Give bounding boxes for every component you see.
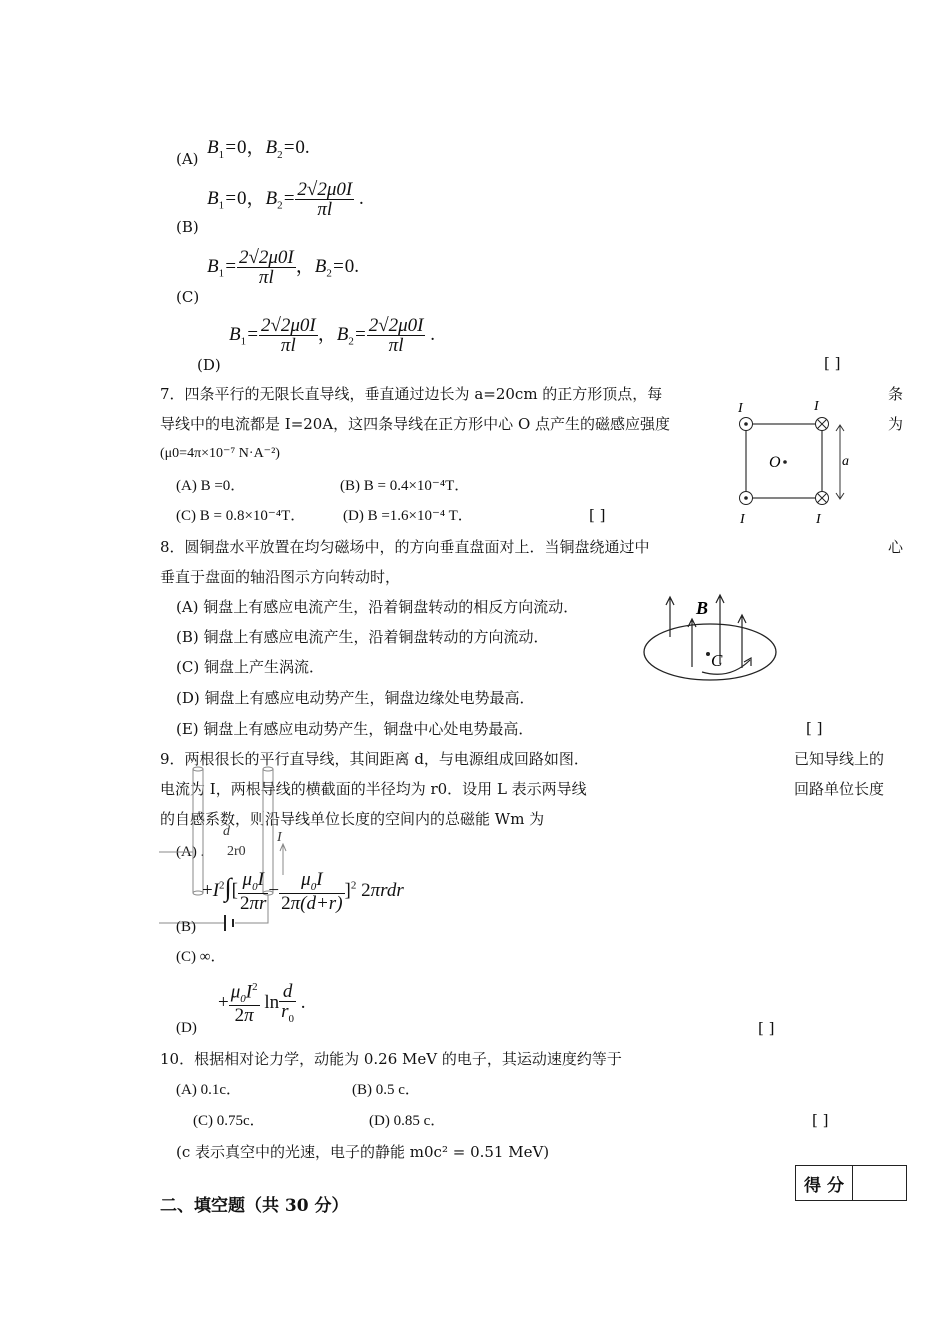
q6-option-d-formula: $B_1=$ $\frac{2√2\mu 0I}{\pi l}$ ，$B_2=$ $\frac{2√2\mu 0I}{\pi l}$ . [229,315,435,356]
q6-answer-bracket: [ ] [824,354,841,372]
q6-option-d-label: (D) [197,356,221,374]
q9-line3: 的自感系数，则沿导线单位长度的空间内的总磁能 Wm 为 [160,810,545,828]
q7-constant: (μ0=4π×10⁻⁷ N·A⁻²) [160,446,280,461]
q7-line1-end: 条 [888,385,904,403]
q10-line1: 10．根据相对论力学，动能为 0.26 MeV 的电子，其运动速度约等于 [160,1050,622,1068]
wire-label: I [816,512,821,527]
q9-option-d-label: (D) [176,1020,197,1036]
copper-disk [644,624,776,680]
q10-note: (c 表示真空中的光速，电子的静能 m0c² = 0.51 MeV) [176,1143,550,1161]
q6-option-c-formula: $B_1=$ $\frac{2√2\mu 0I}{\pi l}$ ，$B_2=0$. [207,247,359,288]
q9-option-a: (A) . [176,844,205,860]
field-label: B [696,598,709,618]
q8-option-e: (E) 铜盘上有感应电动势产生，铜盘中心处电势最高． [176,720,534,738]
q6-option-a-label: (A) [176,150,199,168]
center-label: O [769,454,781,471]
q10-answer-bracket: [ ] [812,1111,829,1129]
q7-line2-end: 为 [888,415,904,433]
battery-icon [225,915,233,931]
distance-label: d [223,824,230,839]
q8-option-c: (C) 铜盘上产生涡流． [176,658,324,676]
section-title: 二、填空题（共 30 分） [160,1196,349,1216]
q9-line2-end: 回路单位长度 [794,780,885,798]
current-out-icon-bottom-left [740,492,753,505]
disk-center-dot [706,652,710,656]
q9-option-c: (C) ∞． [176,949,226,965]
score-box [795,1165,907,1201]
rotation-arrow [702,660,750,674]
wire-label: I [738,401,743,416]
q9-line2: 电流为 I，两根导线的横截面的半径均为 r0．设用 L 表示两导线 [160,780,587,798]
q10-option-c: (C) 0.75c． [193,1113,265,1129]
q7-square-figure [728,392,868,532]
q8-option-b: (B) 铜盘上有感应电流产生，沿着铜盘转动的方向流动． [176,628,549,646]
q9-line1-end: 已知导线上的 [794,750,885,768]
q7-line2: 导线中的电流都是 I=20A，这四条导线在正方形中心 O 点产生的磁感应强度 [160,415,671,433]
score-label: 得 分 [796,1166,853,1200]
q8-option-d: (D) 铜盘上有感应电动势产生，铜盘边缘处电势最高． [176,689,535,707]
center-label: C [711,651,723,670]
q8-answer-bracket: [ ] [806,719,823,737]
q6-option-a-formula: $B_1=0$，$B_2=0$. [207,137,310,161]
q10-option-d: (D) 0.85 c． [369,1113,446,1129]
q7-option-d: (D) B =1.6×10⁻⁴ T． [343,508,473,524]
q8-line1: 8．圆铜盘水平放置在均匀磁场中，的方向垂直盘面对上．当铜盘绕通过中 [160,538,650,556]
q9-option-b-label: (B) [176,919,196,935]
q9-answer-bracket: [ ] [758,1019,775,1037]
current-in-icon-bottom-right [816,492,829,505]
q7-answer-bracket: [ ] [589,506,606,524]
q9-line1: 9．两根很长的平行直导线，其间距离 d，与电源组成回路如图． [160,750,589,768]
q7-option-b: (B) B = 0.4×10⁻⁴T． [340,478,470,494]
q10-option-a: (A) 0.1c． [176,1082,241,1098]
q8-disk-figure [640,592,785,687]
q6-option-c-label: (C) [176,288,200,306]
center-point [783,460,787,464]
wire-label: I [814,399,819,414]
q6-option-b-formula: $B_1=0$，$B_2=$ $\frac{2√2\mu 0I}{\pi l}$ . [207,179,364,220]
current-label: I [277,830,282,845]
q6-option-b-label: (B) [176,218,199,236]
diameter-label: 2r0 [227,844,246,859]
q9-option-b-formula: $+I^2\int$[ $\frac{\mu_0I}{2\pi r}$ − $\frac{\mu_0I}{2\pi(d+r)}$ ]$^2$ 2πrdr [202,869,404,914]
current-in-icon-top-right [816,418,829,431]
score-field[interactable] [853,1166,906,1200]
wire-label: I [740,512,745,527]
q8-line2: 垂直于盘面的轴沿图示方向转动时， [160,568,401,586]
side-length-label: a [842,454,849,469]
q7-line1: 7．四条平行的无限长直导线，垂直通过边长为 a=20cm 的正方形顶点，每 [160,385,663,403]
q7-option-c: (C) B = 0.8×10⁻⁴T． [176,508,306,524]
q7-option-a: (A) B =0． [176,478,246,494]
q8-line1-end: 心 [888,538,904,556]
q9-option-d-formula: + $\frac{\mu_0I^2}{2\pi}$ ln $\frac{d}{r_0}$ . [218,981,306,1027]
q8-option-a: (A) 铜盘上有感应电流产生，沿着铜盘转动的相反方向流动． [176,598,579,616]
current-out-icon-top-left [740,418,753,431]
q10-option-b: (B) 0.5 c． [352,1082,420,1098]
